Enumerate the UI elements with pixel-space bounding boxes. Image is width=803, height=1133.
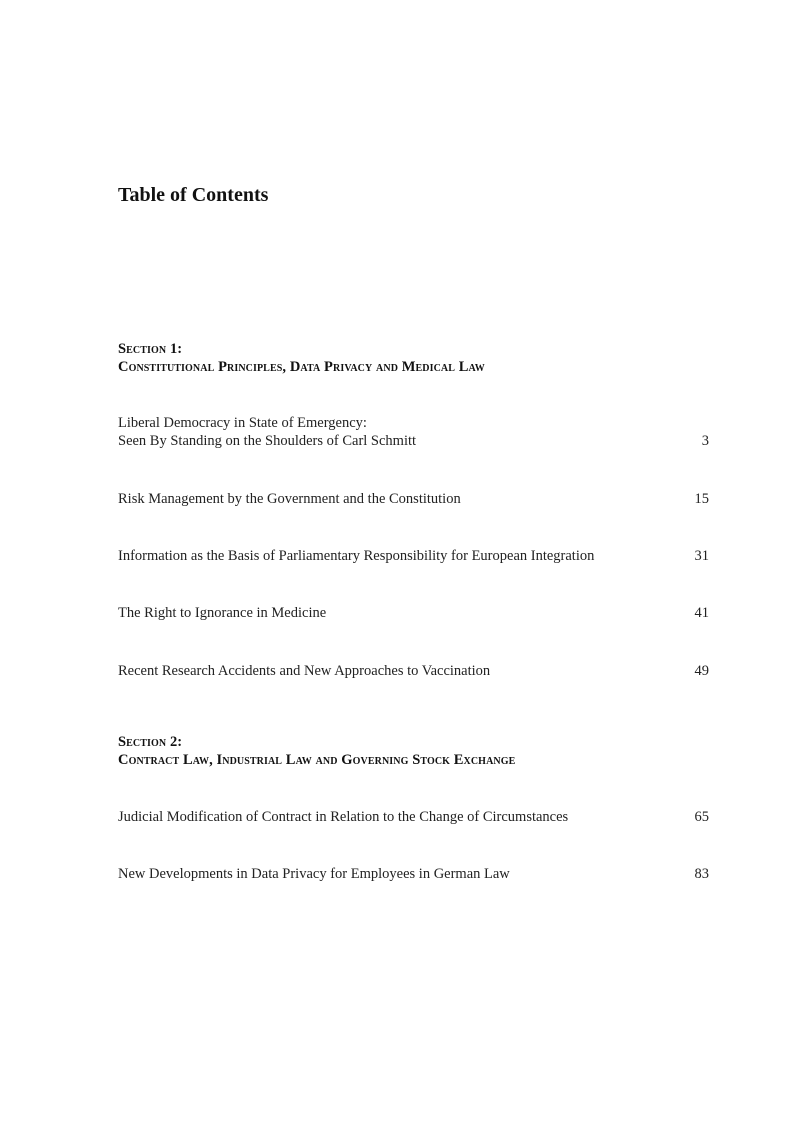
toc-entry-title: The Right to Ignorance in Medicine: [118, 605, 327, 621]
section-1-title: Constitutional Principles, Data Privacy and Medical Law: [118, 359, 485, 375]
toc-entry-title: New Developments in Data Privacy for Employees in German Law: [118, 866, 510, 882]
toc-entry[interactable]: [118, 547, 709, 565]
toc-entry-page: 31: [694, 548, 709, 564]
toc-entry-page: 65: [694, 809, 709, 825]
toc-entry-title: Judicial Modification of Contract in Relation to the Change of Circumstances: [118, 809, 569, 825]
section-2-label: Section 2:: [118, 734, 183, 750]
toc-entry-page: 49: [694, 663, 709, 679]
page-title: Table of Contents: [118, 184, 269, 206]
toc-entry-page: 3: [701, 433, 709, 449]
toc-entry-title: Recent Research Accidents and New Approaches to Vaccination: [118, 663, 491, 679]
toc-entry-title: Risk Management by the Government and the Constitution: [118, 491, 461, 507]
toc-entry[interactable]: [118, 808, 709, 826]
toc-entry[interactable]: [118, 414, 709, 450]
toc-entry-page: 15: [694, 491, 709, 507]
toc-entry-subtitle: Seen By Standing on the Shoulders of Carl Schmitt: [118, 433, 417, 449]
toc-entry-page: 83: [694, 866, 709, 882]
toc-entry-title: Liberal Democracy in State of Emergency:: [118, 415, 367, 431]
section-2-heading: [118, 733, 515, 769]
toc-entry-page: 41: [694, 605, 709, 621]
toc-entry[interactable]: [118, 662, 709, 680]
toc-entry[interactable]: [118, 490, 709, 508]
section-2-title: Contract Law, Industrial Law and Governing Stock Exchange: [118, 752, 516, 768]
toc-entry[interactable]: [118, 604, 709, 622]
toc-entry-title: Information as the Basis of Parliamentary Responsibility for European Integration: [118, 548, 595, 564]
toc-entry[interactable]: [118, 865, 709, 883]
section-1-label: Section 1:: [118, 341, 183, 357]
section-1-heading: [118, 340, 485, 376]
